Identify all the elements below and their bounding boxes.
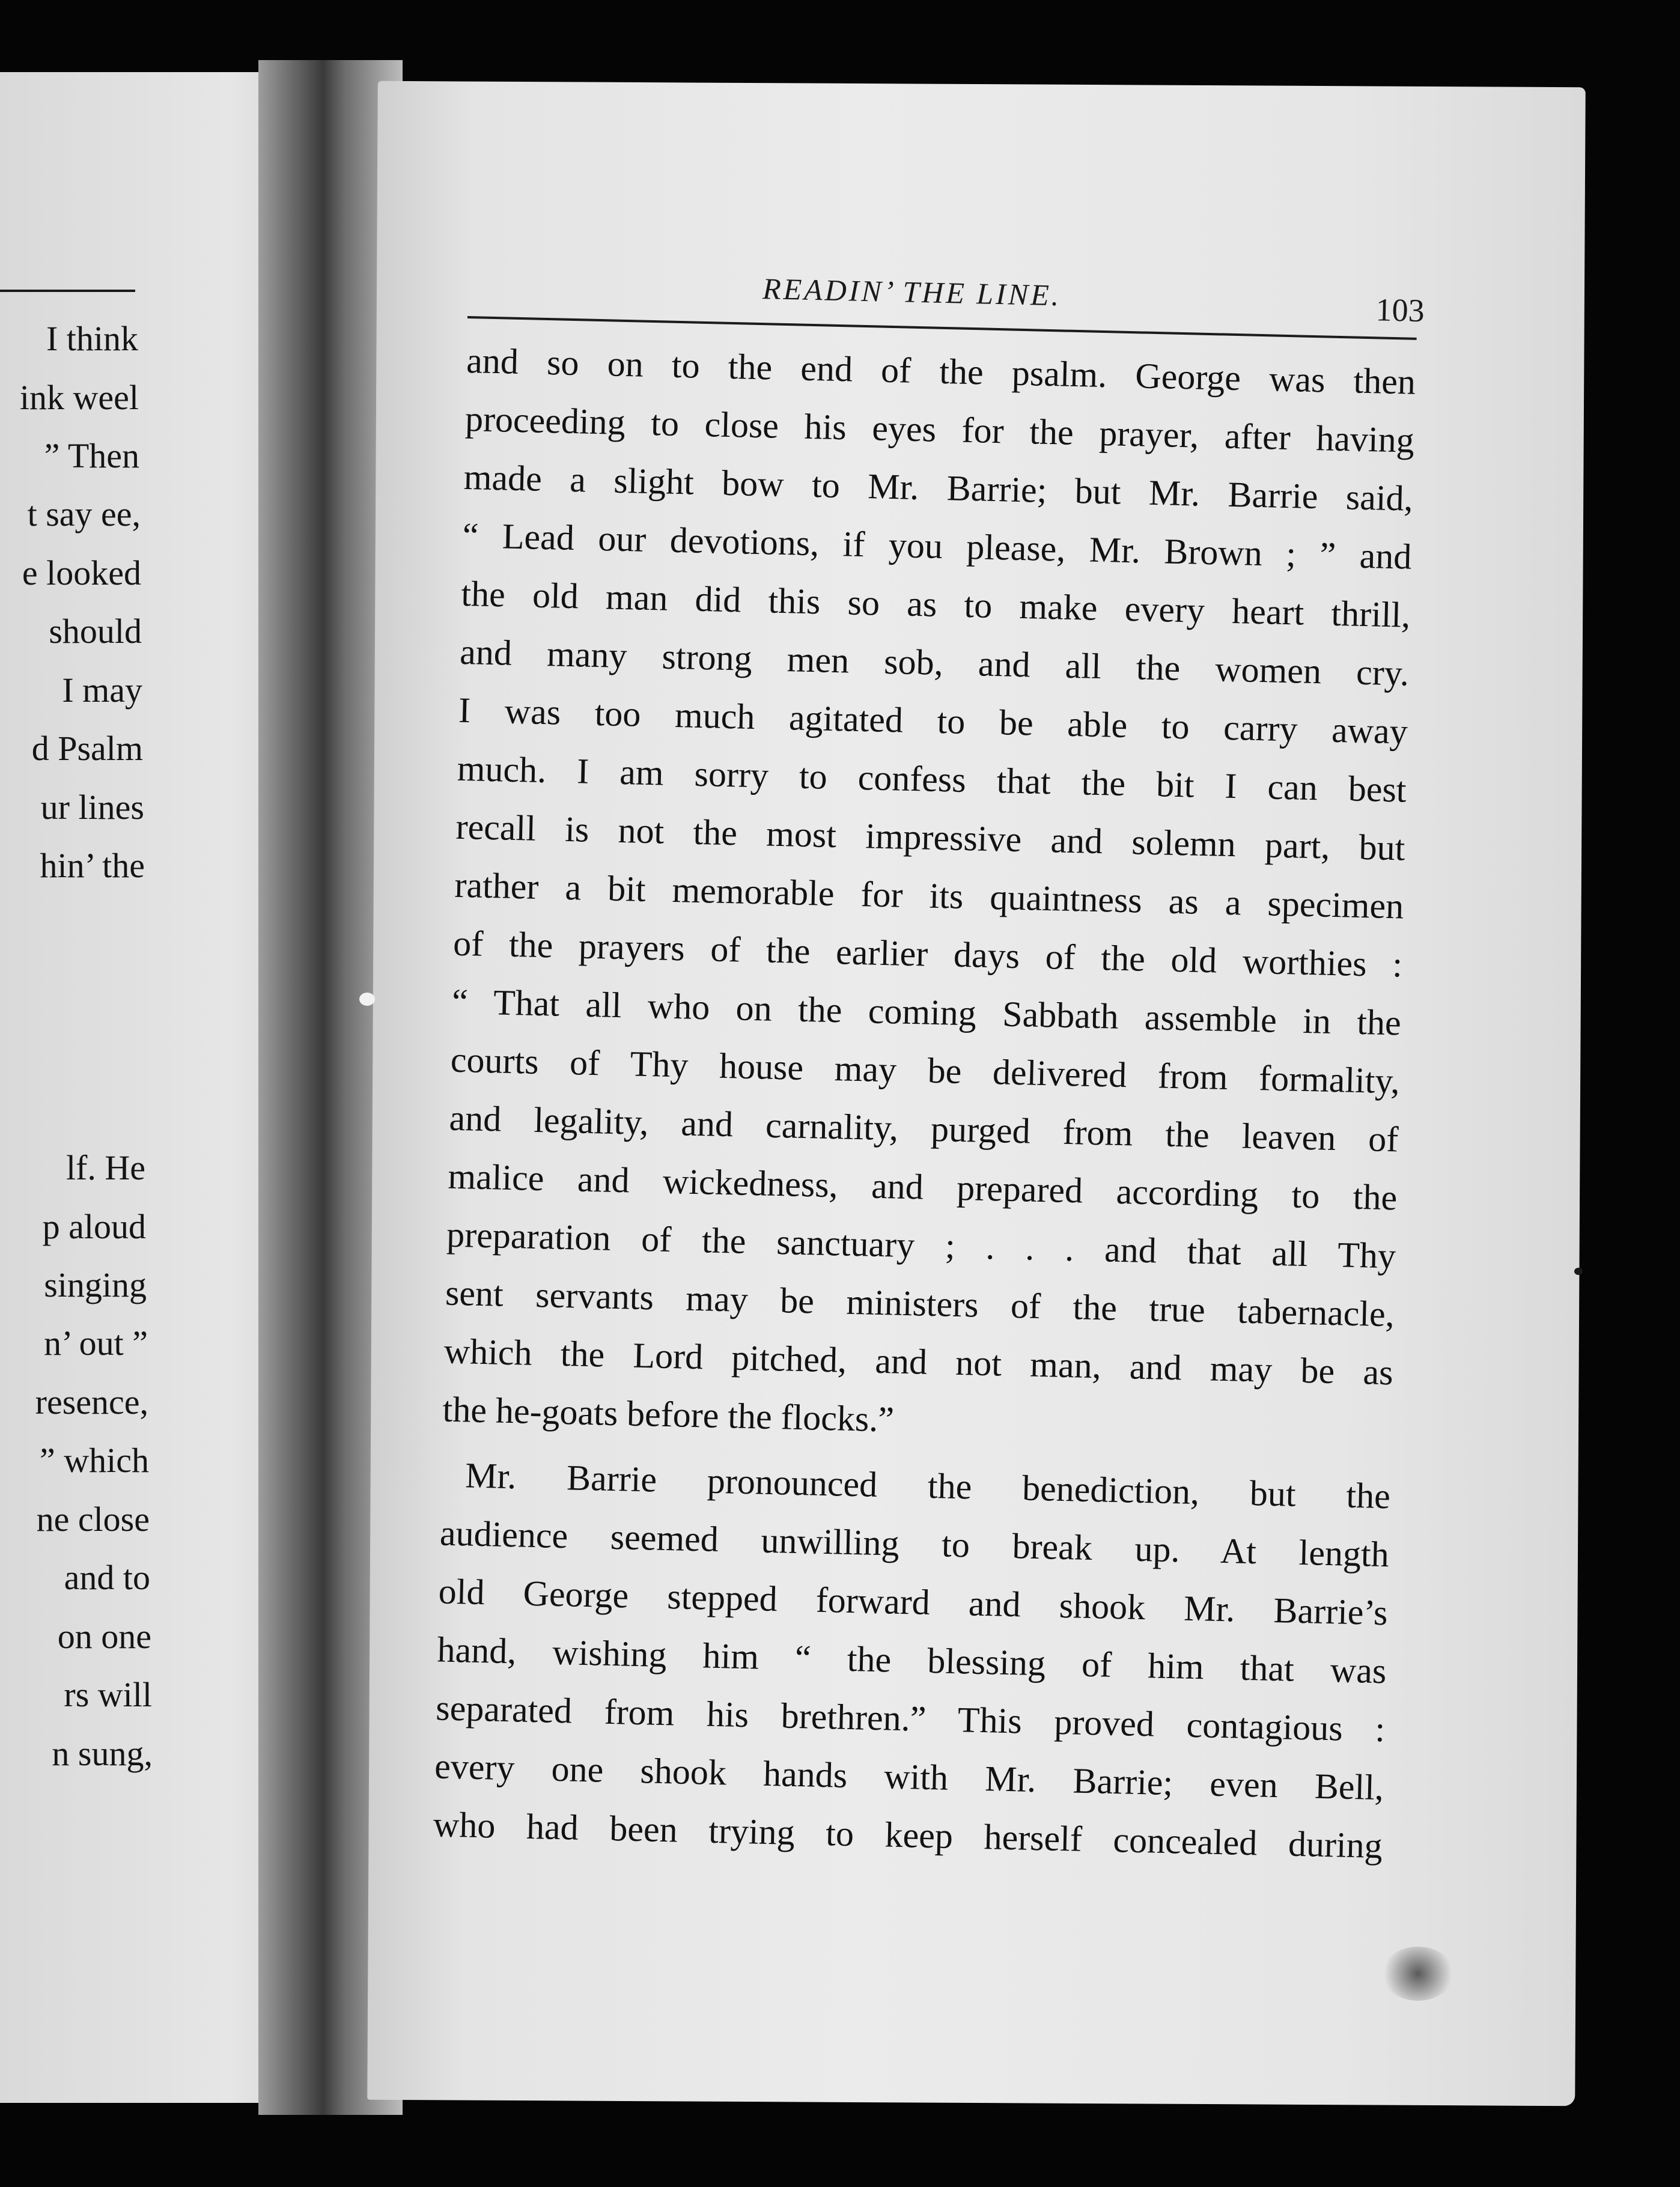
left-page-header-rule — [0, 290, 135, 292]
text-line: the he-goats before the flocks.” — [442, 1389, 895, 1440]
text-line: malice and wickedness, and prepared according to the — [447, 1156, 1398, 1218]
left-page-line: lf. He — [65, 1148, 145, 1187]
text-line: hand, wishing him “ the blessing of him that was — [436, 1629, 1387, 1691]
text-line: old George stepped forward and shook Mr. Barrie’s — [438, 1571, 1389, 1633]
left-page-line: on one — [57, 1617, 151, 1656]
left-page-line: rs will — [64, 1675, 152, 1714]
text-line: every one shook hands with Mr. Barrie; even Bell, — [434, 1746, 1384, 1808]
left-page-line: and to — [64, 1558, 150, 1597]
text-line: made a slight bow to Mr. Barrie; but Mr. Barrie said, — [463, 457, 1414, 519]
text-line: rather a bit memorable for its quaintness as a specimen — [454, 865, 1404, 926]
paragraph-2 — [433, 1446, 1391, 1875]
left-page-line: n sung, — [52, 1734, 153, 1773]
scan-speck — [359, 993, 375, 1006]
page-number: 103 — [1375, 291, 1425, 329]
text-line: and legality, and carnality, purged from the leaven of — [449, 1098, 1399, 1160]
left-page-line: p aloud — [42, 1207, 146, 1246]
left-page-line: e looked — [22, 553, 141, 592]
left-page-line: I may — [62, 671, 142, 710]
scan-smudge — [1382, 1947, 1454, 2001]
left-page-line: t say ee, — [27, 494, 141, 534]
text-line: which the Lord pitched, and not man, and may be as — [443, 1331, 1394, 1393]
left-page-line: ” Then — [44, 436, 139, 475]
text-line: the old man did this so as to make every heart thrill, — [460, 573, 1411, 635]
text-line: audience seemed unwilling to break up. At length — [439, 1513, 1390, 1575]
text-line: and many strong men sob, and all the women cry. — [459, 631, 1410, 693]
text-line: and so on to the end of the psalm. George was then — [466, 340, 1416, 402]
text-line: proceeding to close his eyes for the prayer, after having — [464, 398, 1415, 460]
left-page-line: I think — [46, 319, 138, 358]
left-page-line: hin’ the — [40, 846, 145, 885]
paragraph-1 — [442, 332, 1416, 1460]
left-page-line: n’ out ” — [44, 1324, 148, 1363]
left-page-line: ur lines — [40, 788, 144, 827]
text-line: “ That all who on the coming Sabbath assemble in the — [451, 981, 1402, 1043]
text-line: much. I am sorry to confess that the bit I can best — [457, 748, 1407, 810]
text-line: who had been trying to keep herself concealed during — [433, 1804, 1383, 1866]
text-line: preparation of the sanctuary ; . . . and that all Thy — [446, 1214, 1396, 1276]
left-page-line: resence, — [35, 1382, 148, 1422]
text-line: sent servants may be ministers of the true tabernacle, — [445, 1273, 1395, 1334]
text-line: courts of Thy house may be delivered from formality, — [450, 1039, 1401, 1101]
text-line: “ Lead our devotions, if you please, Mr. Brown ; ” and — [462, 515, 1413, 577]
left-page-line: d Psalm — [31, 729, 143, 768]
left-page-line: ink weel — [19, 378, 139, 417]
scan-speck — [1574, 1268, 1583, 1275]
text-line: Mr. Barrie pronounced the benediction, but the — [464, 1455, 1391, 1516]
text-line: recall is not the most impressive and solemn part, but — [455, 806, 1406, 868]
right-page-content — [433, 264, 1425, 1875]
left-page-line: should — [49, 612, 142, 651]
left-page-line: singing — [44, 1265, 147, 1304]
left-page-line: ne close — [36, 1500, 150, 1539]
text-line: of the prayers of the earlier days of the old worthies : — [452, 923, 1403, 985]
left-page-line: ” which — [40, 1441, 149, 1480]
running-title: READIN’ THE LINE. — [762, 272, 1062, 312]
text-line: separated from his brethren.” This proved contagious : — [435, 1688, 1386, 1750]
text-line: I was too much agitated to be able to carry away — [458, 690, 1408, 752]
